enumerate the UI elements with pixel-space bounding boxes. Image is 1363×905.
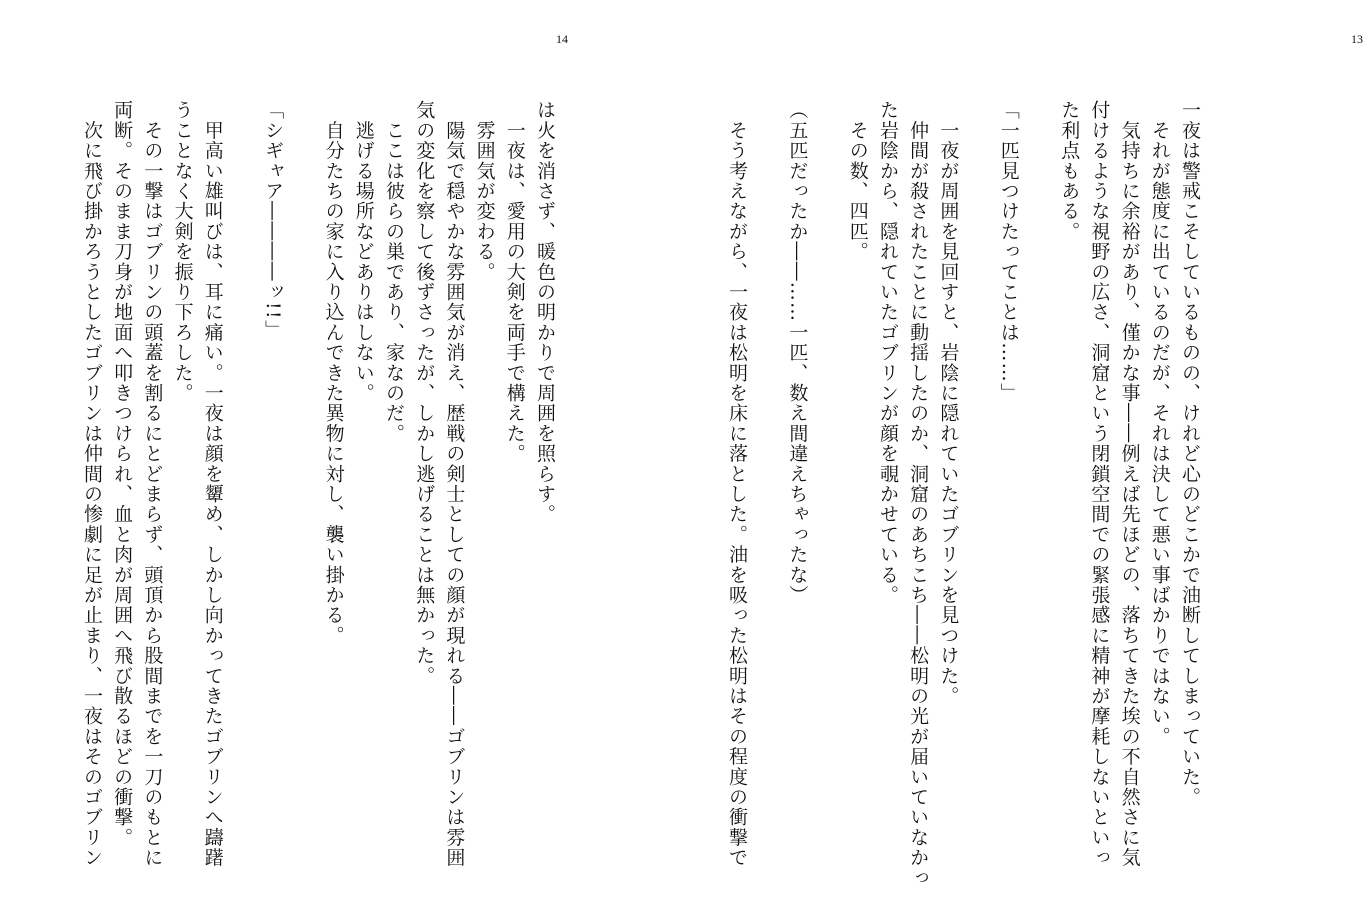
text-line: 自分たちの家に入り込んできた異物に対し、襲い掛かる。 [322, 100, 345, 646]
text-line: 気持ちに余裕があり、僅かな事――例えば先ほどの、落ちてきた埃の不自然さに気 [1118, 100, 1141, 868]
text-line: そう考えながら、一夜は松明を床に落とした。油を吸った松明はその程度の衝撃で [725, 100, 748, 868]
text-line [228, 100, 258, 860]
right-page [640, 0, 1363, 905]
text-line [963, 100, 993, 860]
text-line: 甲高い雄叫びは、耳に痛い。一夜は顔を顰め、しかし向かってきたゴブリンへ躊躇 [201, 100, 224, 868]
text-line [752, 100, 782, 860]
text-line: ここは彼らの巣であり、家なのだ。 [382, 100, 405, 444]
body-text-right [722, 100, 1205, 888]
text-line: その数、四匹。 [846, 100, 869, 262]
text-line: は火を消さず、暖色の明かりで周囲を照らす。 [534, 100, 556, 525]
text-line: 仲間が殺されたことに動揺したのか、洞窟のあちこち――松明の光が届いていなかっ [907, 100, 930, 888]
text-line: 気の変化を察して後ずさったが、しかし逃げることは無かった。 [413, 100, 436, 686]
text-line: （五匹だったか――……一匹、数え間違えちゃったな） [786, 100, 809, 605]
text-line: それが態度に出ているのだが、それは決して悪い事ばかりではない。 [1148, 100, 1171, 747]
left-page [0, 0, 640, 905]
page-number-left: 14 [556, 32, 568, 46]
text-line [1024, 100, 1054, 860]
text-line: た岩陰から、隠れていたゴブリンが顔を覗かせている。 [876, 100, 899, 605]
text-line: 「シギャア――――ッ!!」 [262, 100, 285, 340]
text-line: 逃げる場所などありはしない。 [352, 100, 375, 403]
text-line: 一夜は警戒こそしているものの、けれど心のどこかで油断してしまっていた。 [1179, 100, 1201, 807]
text-line: うことなく大剣を振り下ろした。 [171, 100, 194, 403]
text-line: 陽気で穏やかな雰囲気が消え、歴戦の剣士としての顔が現れる――ゴブリンは雰囲 [443, 100, 466, 868]
text-line: 付けるような視野の広さ、洞窟という閉鎖空間での緊張感に精神が摩耗しないといっ [1088, 100, 1111, 868]
text-line: 「一匹見つけたってことは……」 [997, 100, 1020, 403]
text-line [288, 100, 318, 860]
text-line: 一夜が周囲を見回すと、岩陰に隠れていたゴブリンを見つけた。 [937, 100, 960, 706]
body-text-left [77, 100, 560, 868]
text-line: その一撃はゴブリンの頭蓋を割るにとどまらず、頭頂から股間までを一刀のもとに [141, 100, 164, 868]
text-line: 一夜は、愛用の大剣を両手で構えた。 [503, 100, 526, 464]
text-line: 両断。そのまま刀身が地面へ叩きつけられ、血と肉が周囲へ飛び散るほどの衝撃。 [111, 100, 134, 848]
text-line [812, 100, 842, 860]
page-number-right: 13 [1351, 32, 1363, 46]
text-line: 次に飛び掛かろうとしたゴブリンは仲間の惨劇に足が止まり、一夜はそのゴブリン [80, 100, 103, 868]
text-line: た利点もある。 [1058, 100, 1081, 242]
text-line: 雰囲気が変わる。 [473, 100, 496, 282]
